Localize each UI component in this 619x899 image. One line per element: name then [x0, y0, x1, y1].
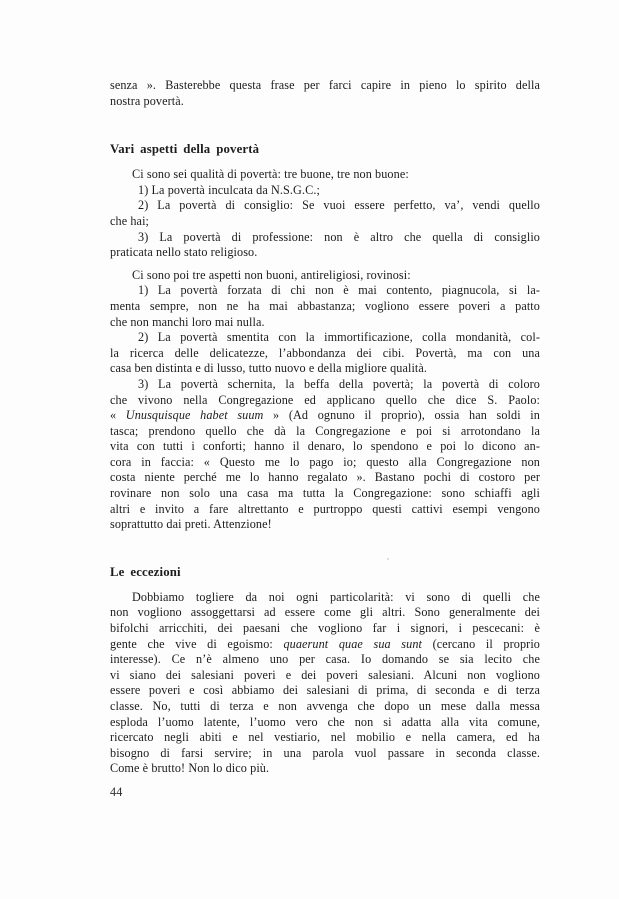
- paragraph-group: [110, 167, 540, 261]
- text-line: [110, 439, 540, 455]
- text-segment: che non manchi loro mai nulla.: [110, 314, 265, 329]
- text-segment: 1) La povertà inculcata da N.S.G.C.;: [138, 182, 320, 197]
- text-segment: cora in faccia: « Questo me lo pago io; questo alla Congregazione non: [110, 454, 540, 469]
- text-line: [110, 299, 540, 315]
- text-segment: 3) La povertà schernita, la beffa della povertà; la povertà di coloro: [138, 376, 540, 391]
- text-segment: 2) La povertà di consiglio: Se vuoi essere perfetto, va’, vendi quello: [138, 198, 540, 213]
- text-line: [110, 470, 540, 486]
- text-line: [110, 245, 540, 261]
- text-line: [110, 315, 540, 331]
- paragraph-group: [110, 78, 540, 109]
- text-line: [110, 183, 540, 199]
- scan-speck: [387, 558, 389, 560]
- italic-text: Unusquisque habet suum: [125, 408, 264, 423]
- text-segment: esploda l’uomo latente, l’uomo vero che non si adatta alla vita comune,: [110, 714, 540, 729]
- text-segment: Dobbiamo togliere da noi ogni particolarità: vi sono di quelli che: [132, 589, 540, 604]
- text-segment: Ci sono sei qualità di povertà: tre buone, tre non buone:: [132, 167, 409, 182]
- text-segment: Ci sono poi tre aspetti non buoni, antireligiosi, rovinosi:: [132, 267, 411, 282]
- text-line: [110, 346, 540, 362]
- text-segment: nostra povertà.: [110, 93, 184, 108]
- text-segment: tasca; prendono quello che dà la Congregazione e poi si arrotondano la: [110, 423, 540, 438]
- text-segment: soprattutto dai preti. Attenzione!: [110, 517, 272, 532]
- text-segment: casa ben distinta e di lusso, tutto nuovo e della migliore qualità.: [110, 361, 428, 376]
- text-segment: che vivono nella Congregazione ed applicano quello che dice S. Paolo:: [110, 392, 540, 407]
- text-segment: classe. No, tutti di terza e non avvenga che dopo un mese dalla messa: [110, 699, 540, 713]
- text-segment: ricercato negli abiti e nel vestiario, nel mobilio e nella camera, ed ha: [110, 730, 540, 745]
- text-line: [110, 746, 540, 762]
- text-line: [110, 408, 540, 424]
- text-segment: bifolchi arricchiti, dei paesani che vogliono far i signori, i pescecani: è: [110, 621, 540, 636]
- text-segment: «: [110, 408, 126, 423]
- text-line: [110, 637, 540, 653]
- italic-text: quaerunt quae sua sunt: [283, 636, 423, 651]
- text-line: [110, 517, 540, 533]
- text-segment: vi siano dei salesiani poveri e dei poveri salesiani. Alcuni non vogliono: [110, 667, 540, 682]
- text-line: [110, 230, 540, 246]
- text-segment: interesse). Ce n’è almeno uno per casa. Io domando se sia lecito che: [110, 652, 540, 667]
- text-segment: 1) La povertà forzata di chi non è mai contento, piagnucola, si la-: [138, 283, 540, 298]
- text-line: [110, 455, 540, 471]
- text-line: [110, 683, 540, 699]
- text-line: [110, 283, 540, 299]
- text-segment: (cercano il proprio: [422, 636, 540, 651]
- text-segment: che hai;: [110, 213, 150, 228]
- section-heading: Le eccezioni: [110, 564, 181, 579]
- text-line: [110, 94, 540, 110]
- text-line: [110, 268, 540, 284]
- paragraph-group: [110, 268, 540, 533]
- text-segment: 2) La povertà smentita con la immortificazione, colla mondanità, col-: [138, 330, 540, 345]
- text-line: [110, 502, 540, 518]
- text-segment: essere poveri e così abbiamo dei salesiani di prima, di seconda e di terza: [110, 683, 540, 698]
- page-body: [110, 78, 540, 801]
- text-line: [110, 78, 540, 94]
- text-segment: gente che vive di egoismo:: [110, 636, 284, 651]
- text-segment: 3) La povertà di professione: non è altro che quella di consiglio: [138, 229, 540, 244]
- text-line: [110, 668, 540, 684]
- text-line: [110, 590, 540, 606]
- text-line: [110, 198, 540, 214]
- text-segment: vita con tutti i conforti; hanno il denaro, lo spendono e poi lo dicono an-: [110, 439, 540, 454]
- section-heading: Vari aspetti della povertà: [110, 142, 260, 157]
- text-line: [110, 699, 540, 715]
- text-segment: senza ». Basterebbe questa frase per farci capire in pieno lo spirito della: [110, 78, 540, 92]
- text-line: [110, 424, 540, 440]
- paragraph-group: [110, 590, 540, 777]
- text-line: [110, 167, 540, 183]
- text-segment: bisogno di farsi servire; in una parola vuol passare in seconda classe.: [110, 745, 540, 760]
- text-line: [110, 605, 540, 621]
- text-line: [110, 486, 540, 502]
- text-segment: costa niente perché me lo hanno regalato ». Bastano pochi di costoro per: [110, 470, 540, 485]
- text-line: [110, 621, 540, 637]
- text-segment: menta sempre, non ne ha mai abbastanza; vogliono essere poveri a patto: [110, 298, 540, 313]
- text-segment: » (Ad ognuno il proprio), ossia han soldi in: [263, 408, 540, 423]
- text-line: [110, 377, 540, 393]
- text-line: [110, 393, 540, 409]
- text-line: [110, 761, 540, 777]
- text-line: [110, 730, 540, 746]
- text-line: [110, 361, 540, 377]
- text-segment: Come è brutto! Non lo dico più.: [110, 761, 270, 776]
- text-segment: rovinare non solo una casa ma tutta la Congregazione: sono schiaffi agli: [110, 486, 540, 501]
- text-segment: altri e invito a fare altrettanto e purtroppo questi cattivi esempi vengono: [110, 501, 540, 516]
- text-line: [110, 214, 540, 230]
- text-segment: non vogliono assoggettarsi ad essere come gli altri. Sono generalmente dei: [110, 605, 540, 620]
- text-line: [110, 652, 540, 668]
- text-segment: praticata nello stato religioso.: [110, 245, 258, 260]
- text-line: [110, 715, 540, 731]
- text-line: [110, 330, 540, 346]
- text-segment: la ricerca delle delicatezze, l’abbondanza dei cibi. Povertà, ma con una: [110, 345, 540, 360]
- page-number: 44: [110, 784, 123, 799]
